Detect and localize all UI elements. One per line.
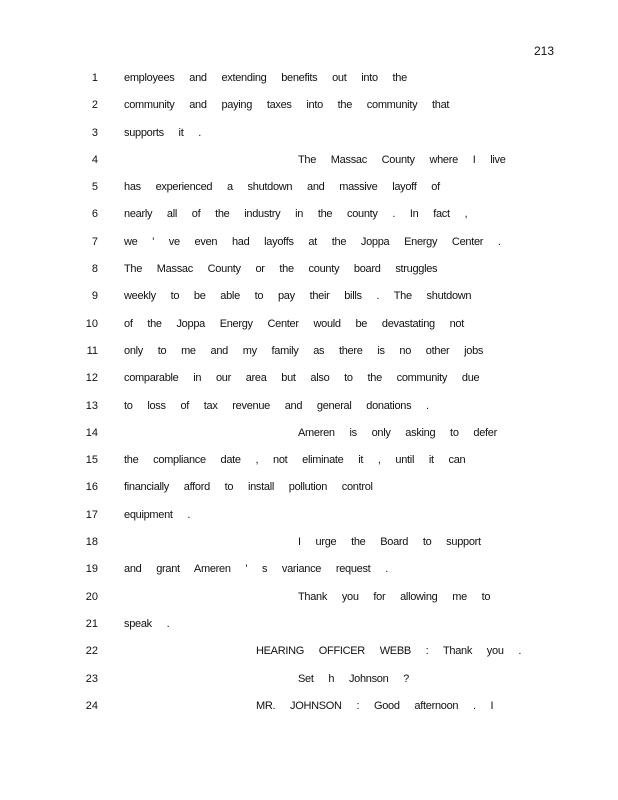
line-number: 23 [85,672,98,685]
transcript-line [0,667,618,694]
line-text: the compliance date , not eliminate it , until it can [124,454,466,467]
line-text: nearly all of the industry in the county . In fact , [124,208,468,221]
transcript-line [0,339,618,366]
line-text: Ameren is only asking to defer [298,426,497,439]
line-number: 10 [85,317,98,330]
line-text: equipment . [124,508,191,521]
line-text: speak . [124,617,170,630]
line-number: 18 [85,536,98,549]
line-number: 5 [91,181,98,194]
line-text: employees and extending benefits out into the [124,72,407,84]
line-number: 16 [85,481,98,494]
line-text: HEARING OFFICER WEBB : Thank you . [256,645,522,658]
line-text: community and paying taxes into the community that [124,99,450,112]
page-number: 213 [533,44,554,58]
line-text: comparable in our area but also to the community due [124,372,480,385]
line-number: 19 [85,563,98,576]
line-number: 2 [91,99,98,112]
transcript-line [0,612,618,639]
line-text: Thank you for allowing me to [298,590,491,603]
transcript-line [0,585,618,612]
transcript-line [0,93,618,120]
transcript-line [0,394,618,421]
line-text: we ' ve even had layoffs at the Joppa Energy Center . [124,235,501,248]
line-number: 21 [85,617,98,630]
line-text: to loss of tax revenue and general donations . [124,399,429,412]
line-text: I urge the Board to support [298,536,481,549]
line-number: 15 [85,454,98,467]
line-number: 24 [85,699,98,712]
line-text: The Massac County where I live [298,153,506,166]
line-text: The Massac County or the county board struggles [124,263,438,276]
line-number: 1 [91,72,98,84]
transcript-line [0,230,618,257]
line-text: and grant Ameren ' s variance request . [124,563,388,576]
transcript-line [0,421,618,448]
line-text: supports it . [124,126,201,139]
transcript-line [0,175,618,202]
transcript-line [0,694,618,721]
line-text: has experienced a shutdown and massive layoff of [124,181,440,194]
transcript-line [0,312,618,339]
transcript-line [0,557,618,584]
transcript-line [0,202,618,229]
transcript-line [0,366,618,393]
line-number: 6 [91,208,98,221]
line-number: 4 [91,153,98,166]
line-text: MR. JOHNSON : Good afternoon . I [256,699,494,712]
line-number: 13 [85,399,98,412]
transcript-line [0,257,618,284]
line-number: 9 [91,290,98,303]
transcript-line [0,475,618,502]
line-number: 3 [91,126,98,139]
transcript-line [0,530,618,557]
transcript-line [0,148,618,175]
transcript-line [0,66,618,93]
line-text: weekly to be able to pay their bills . The shutdown [124,290,472,303]
line-number: 14 [85,426,98,439]
transcript-line [0,284,618,311]
line-text: Set h Johnson ? [298,672,410,685]
transcript-body [0,66,618,721]
transcript-line [0,448,618,475]
line-number: 7 [91,235,98,248]
line-number: 11 [86,344,98,357]
line-number: 20 [85,590,98,603]
line-number: 22 [85,645,98,658]
transcript-line [0,639,618,666]
line-number: 12 [85,372,98,385]
transcript-line [0,503,618,530]
transcript-line [0,121,618,148]
line-number: 17 [85,508,98,521]
line-text: financially afford to install pollution control [124,481,373,494]
line-number: 8 [91,263,98,276]
line-text: only to me and my family as there is no other jobs [124,344,484,357]
line-text: of the Joppa Energy Center would be devastating not [124,317,464,330]
